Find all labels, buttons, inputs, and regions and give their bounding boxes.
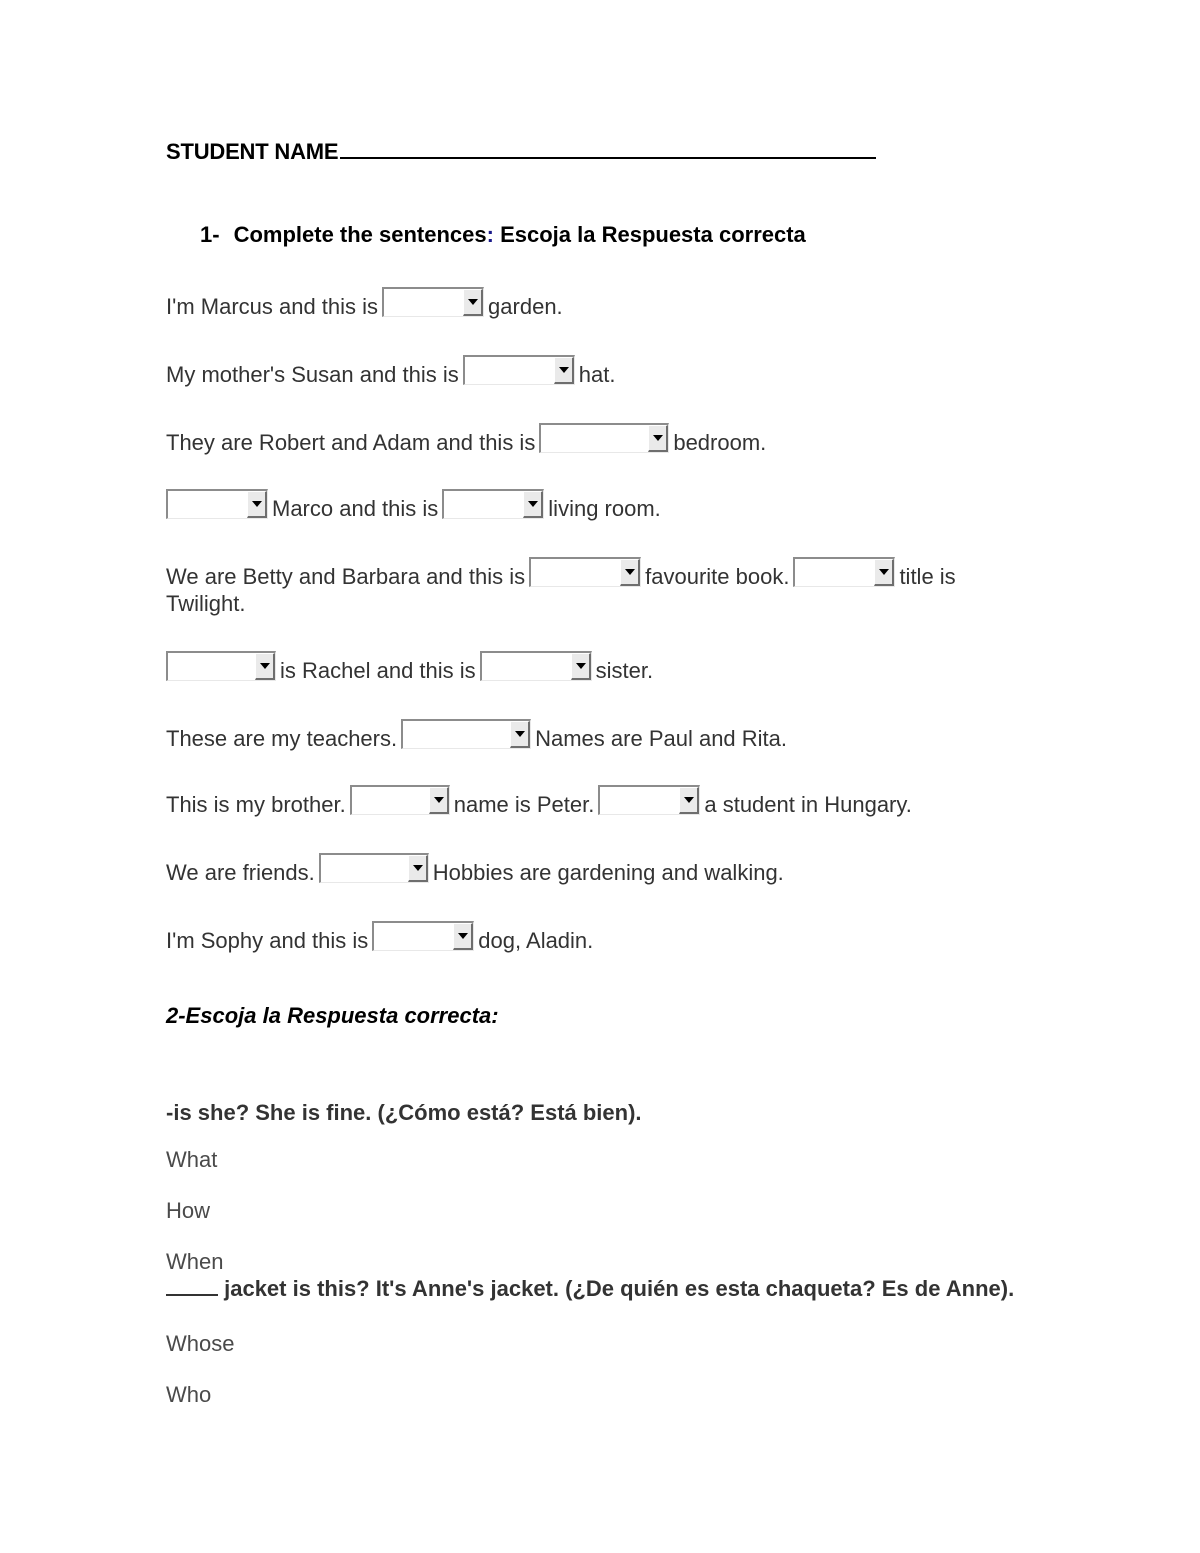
caret-down-icon — [468, 299, 478, 305]
sentence-4 — [166, 489, 661, 522]
sentence-text: Names are Paul and Rita. — [535, 726, 788, 751]
sentence-text: They are Robert and Adam and this is — [166, 430, 536, 455]
answer-dropdown[interactable] — [372, 921, 474, 951]
sentence-8 — [166, 785, 912, 818]
dropdown-button[interactable] — [620, 559, 640, 586]
answer-dropdown[interactable] — [166, 489, 268, 519]
answer-dropdown[interactable] — [401, 719, 531, 749]
dropdown-button[interactable] — [874, 559, 894, 586]
sentence-text: sister. — [595, 658, 654, 683]
sentence-5 — [166, 557, 1026, 617]
caret-down-icon — [684, 797, 694, 803]
answer-dropdown[interactable] — [529, 557, 641, 587]
dropdown-button[interactable] — [463, 289, 483, 316]
caret-down-icon — [458, 933, 468, 939]
sentence-text: Hobbies are gardening and walking. — [432, 860, 784, 885]
sentence-text: garden. — [488, 294, 563, 319]
caret-down-icon — [434, 797, 444, 803]
sentence-text: dog, Aladin. — [478, 928, 594, 953]
answer-dropdown[interactable] — [480, 651, 592, 681]
sentence-text: Marco and this is — [272, 496, 439, 521]
sentence-text: living room. — [548, 496, 661, 521]
student-name-blank[interactable] — [340, 141, 876, 159]
sentence-3 — [166, 423, 766, 456]
caret-down-icon — [879, 569, 889, 575]
sentence-10 — [166, 921, 593, 954]
sentence-text: title is Twilight. — [166, 564, 956, 616]
caret-down-icon — [625, 569, 635, 575]
sentence-text: name is Peter. — [453, 792, 595, 817]
dropdown-button[interactable] — [523, 491, 543, 518]
option-who[interactable]: Who — [166, 1382, 212, 1407]
dropdown-button[interactable] — [408, 855, 428, 882]
dropdown-button[interactable] — [679, 787, 699, 814]
section1-number: 1- — [200, 222, 220, 247]
section1-title-colon: : — [486, 222, 494, 247]
sentence-text: We are Betty and Barbara and this is — [166, 564, 526, 589]
question-1: -is she? She is fine. (¿Cómo está? Está bien). — [166, 1100, 642, 1125]
caret-down-icon — [252, 501, 262, 507]
caret-down-icon — [515, 731, 525, 737]
caret-down-icon — [559, 367, 569, 373]
option-whose[interactable]: Whose — [166, 1331, 235, 1356]
dropdown-button[interactable] — [255, 653, 275, 680]
sentence-text: This is my brother. — [166, 792, 346, 817]
sentence-7 — [166, 719, 787, 752]
answer-dropdown[interactable] — [382, 287, 484, 317]
sentence-6 — [166, 651, 653, 684]
answer-dropdown[interactable] — [442, 489, 544, 519]
sentence-text: is Rachel and this is — [280, 658, 476, 683]
sentence-text: hat. — [578, 362, 616, 387]
answer-dropdown[interactable] — [539, 423, 669, 453]
question-text: jacket is this? It's Anne's jacket. (¿De quién es esta chaqueta? Es de Anne). — [218, 1276, 1015, 1301]
sentence-text: These are my teachers. — [166, 726, 398, 751]
option-how[interactable]: How — [166, 1198, 211, 1223]
answer-dropdown[interactable] — [166, 651, 276, 681]
dropdown-button[interactable] — [453, 923, 473, 950]
dropdown-button[interactable] — [571, 653, 591, 680]
sentence-text: a student in Hungary. — [704, 792, 912, 817]
dropdown-button[interactable] — [247, 491, 267, 518]
caret-down-icon — [576, 663, 586, 669]
sentence-text: I'm Sophy and this is — [166, 928, 369, 953]
dropdown-button[interactable] — [429, 787, 449, 814]
sentence-9 — [166, 853, 784, 886]
dropdown-button[interactable] — [510, 721, 530, 748]
section1-title-part2: Escoja la Respuesta correcta — [493, 222, 806, 247]
caret-down-icon — [260, 663, 270, 669]
student-name-line — [166, 139, 876, 165]
dropdown-button[interactable] — [554, 357, 574, 384]
student-name-label: STUDENT NAME — [166, 139, 339, 164]
section1-heading — [200, 222, 806, 248]
sentence-text: My mother's Susan and this is — [166, 362, 459, 387]
answer-dropdown[interactable] — [463, 355, 575, 385]
answer-dropdown[interactable] — [598, 785, 700, 815]
dropdown-button[interactable] — [648, 425, 668, 452]
sentence-2 — [166, 355, 615, 388]
answer-dropdown[interactable] — [319, 853, 429, 883]
sentence-text: We are friends. — [166, 860, 315, 885]
question-2 — [166, 1275, 1026, 1302]
section2-heading: 2-Escoja la Respuesta correcta: — [166, 1003, 499, 1028]
answer-dropdown[interactable] — [350, 785, 450, 815]
caret-down-icon — [528, 501, 538, 507]
sentence-1 — [166, 287, 563, 320]
answer-blank — [166, 1276, 218, 1296]
sentence-text: I'm Marcus and this is — [166, 294, 379, 319]
section1-title-part1: Complete the sentences — [233, 222, 487, 247]
caret-down-icon — [413, 865, 423, 871]
sentence-text: bedroom. — [673, 430, 767, 455]
option-when[interactable]: When — [166, 1249, 224, 1274]
answer-dropdown[interactable] — [793, 557, 895, 587]
sentence-text: favourite book. — [645, 564, 790, 589]
option-what[interactable]: What — [166, 1147, 218, 1172]
caret-down-icon — [653, 435, 663, 441]
